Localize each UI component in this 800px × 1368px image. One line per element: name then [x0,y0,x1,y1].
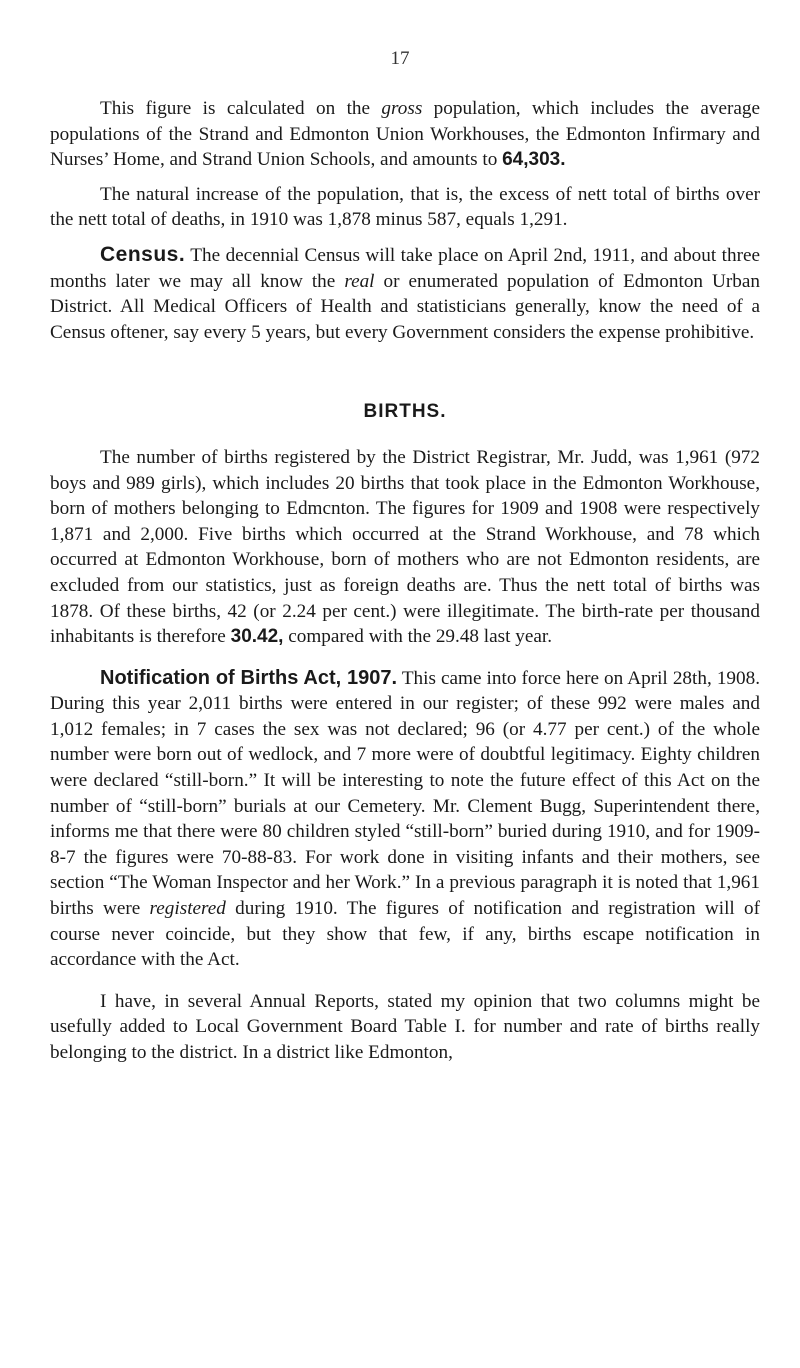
emphasis-gross: gross [381,98,423,119]
text-run: This came into force here on April 28th, 1908. During this year 2,011 births were entered in our register; of these 992 were males and 1,012 females; in 7 cases the sex was not declared; 96 (or 4.77 per cent.) of the whole number were born out of wedlock, and 7 more were of doubtful legitimacy. Eighty children were declared “still-born.” It will be interesting to note the future effect of this Act on the number of “still-born” burials at our Cemetery. Mr. Clement Bugg, Superintendent there, informs me that there were 80 children styled “still-born” buried during 1910, and for 1909-8-7 the figures were 70-88-83. For work done in visiting infants and their mothers, see section “The Woman Inspector and her Work.” In a previous paragraph it is noted that 1,961 births were [50,667,760,920]
paragraph-opinion: I have, in several Annual Reports, stated my opinion that two columns might be usefully added to Local Government Board Table I. for number and rate of births really belonging to the district. In a district like Edmonton, [50,990,760,1063]
paragraph-population [50,96,760,173]
paragraph-notification [50,666,760,973]
paragraph-natural-increase: The natural increase of the population, that is, the excess of nett total of births over the nett total of deaths, in 1910 was 1,878 minus 587, equals 1,291. [50,183,760,231]
text-run: The number of births registered by the District Registrar, Mr. Judd, was 1,961 (972 boys and 989 girls), which includes 20 births that took place in the Edmonton Workhouse, born of mothers belonging to Edmcnton. The figures for 1909 and 1908 were respectively 1,871 and 2,000. Five births which occurred at the Strand Workhouse, and 78 which occurred at Edmonton Workhouse, born of mothers who are not Edmonton residents, are excluded from our statistics, just as foreign deaths are. Thus the nett total of births was 1878. Of these births, 42 (or 2.24 per cent.) were illegitimate. The birth-rate per thousand inhabitants is therefore [50,446,760,648]
text-run: during 1910. The figures of notification and registration will of course never coincide, but they show that few, if any, births escape notification in accordance with the Act. [50,898,760,971]
text-run: The decennial Census will take place on April 2nd, 1911, and about three months later we may all know the [50,244,760,292]
text-run: population, which includes the average populations of the Strand and Edmonton Union Workhouses, the Edmonton Infirmary and Nurses’ Home, and Strand Union Schools, and amounts to [50,98,760,171]
emphasis-registered: registered [149,898,226,920]
paragraph-births [50,445,760,650]
census-heading: Census. [100,242,186,266]
text-run: compared with the 29.48 last year. [283,626,553,648]
page-number: 17 [390,48,410,69]
birth-rate: 30.42, [230,626,284,648]
text-run: or enumerated population of Edmonton Urban District. All Medical Officers of Health and statisticians generally, know the need of a Census oftener, say every 5 years, but every Government considers the expense prohibitive. [50,270,760,343]
population-total: 64,303. [502,149,566,171]
text-run: This figure is calculated on the [100,98,382,119]
notification-heading: Notification of Births Act, 1907. [100,666,398,689]
paragraph-census [50,242,760,345]
section-heading-births: BIRTHS. [363,401,447,423]
emphasis-real: real [344,270,375,292]
body-text [50,96,760,1066]
